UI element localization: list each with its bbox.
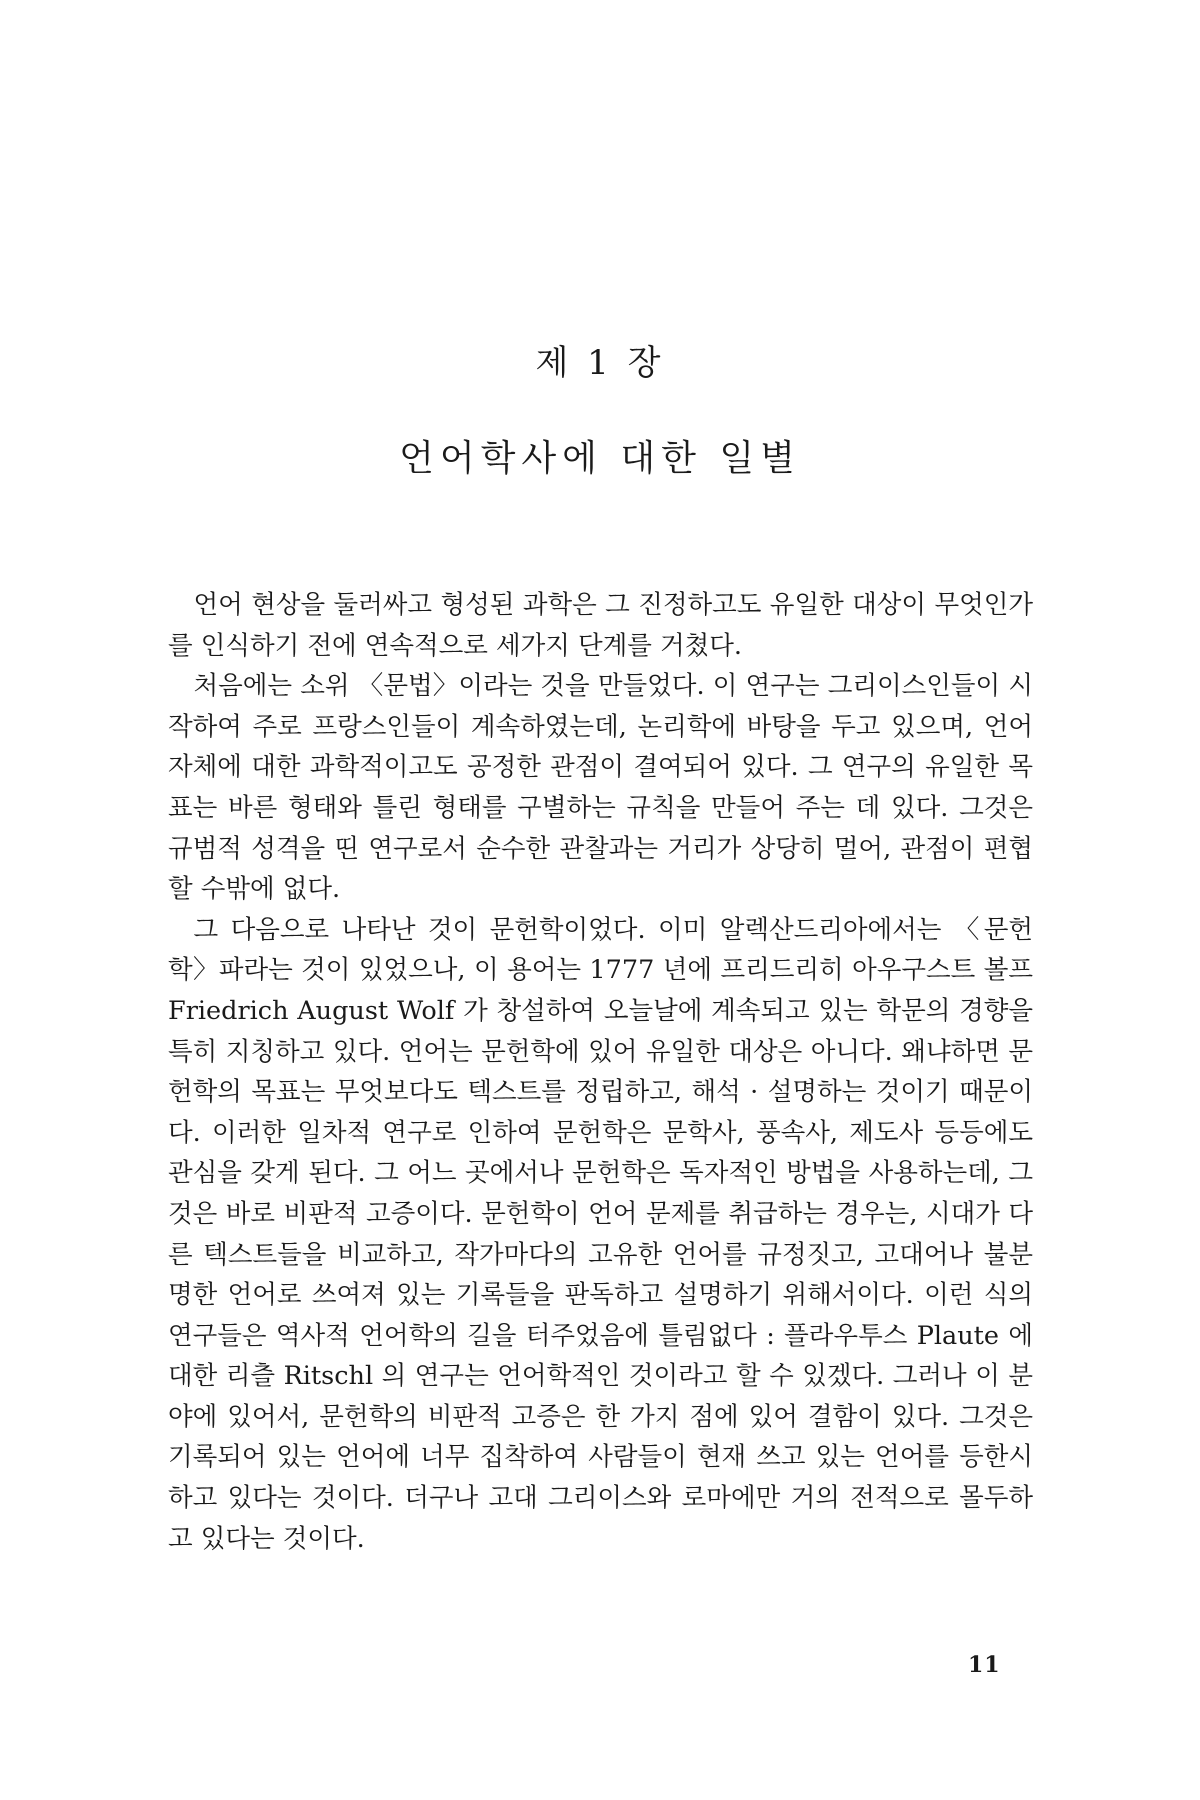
chapter-number: 제 1 장 bbox=[535, 343, 665, 383]
chapter-title: 언어학사에 대한 일별 bbox=[399, 438, 801, 479]
page-number: 11 bbox=[968, 1652, 1001, 1678]
body-text bbox=[168, 585, 1033, 1559]
paragraph-3: 그 다음으로 나타난 것이 문헌학이었다. 이미 알렉산드리아에서는 〈문헌학〉파라는 것이 있었으나, 이 용어는 1777 년에 프리드리히 아우구스트 볼프 Friedrich August Wolf 가 창설하여 오늘날에 계속되고 있는 학문의 경향을 특히 지칭하고 있다. 언어는 문헌학에 있어 유일한 대상은 아니다. 왜냐하면 문헌학의 목표는 무엇보다도 텍스트를 정립하고, 해석 · 설명하는 것이기 때문이다. 이러한 일차적 연구로 인하여 문헌학은 문학사, 풍속사, 제도사 등등에도 관심을 갖게 된다. 그 어느 곳에서나 문헌학은 독자적인 방법을 사용하는데, 그것은 바로 비판적 고증이다. 문헌학이 언어 문제를 취급하는 경우는, 시대가 다른 텍스트들을 비교하고, 작가마다의 고유한 언어를 규정짓고, 고대어나 불분명한 언어로 쓰여져 있는 기록들을 판독하고 설명하기 위해서이다. 이런 식의 연구들은 역사적 언어학의 길을 터주었음에 틀림없다 : 플라우투스 Plaute 에 대한 리츨 Ritschl 의 연구는 언어학적인 것이라고 할 수 있겠다. 그러나 이 분야에 있어서, 문헌학의 비판적 고증은 한 가지 점에 있어 결함이 있다. 그것은 기록되어 있는 언어에 너무 집착하여 사람들이 현재 쓰고 있는 언어를 등한시하고 있다는 것이다. 더구나 고대 그리이스와 로마에만 거의 전적으로 몰두하고 있다는 것이다. bbox=[168, 914, 1033, 1554]
paragraph-1: 언어 현상을 둘러싸고 형성된 과학은 그 진정하고도 유일한 대상이 무엇인가를 인식하기 전에 연속적으로 세가지 단계를 거쳤다. bbox=[168, 590, 1033, 661]
paragraph-2: 처음에는 소위 〈문법〉이라는 것을 만들었다. 이 연구는 그리이스인들이 시작하여 주로 프랑스인들이 계속하였는데, 논리학에 바탕을 두고 있으며, 언어 자체에 대한 과학적이고도 공정한 관점이 결여되어 있다. 그 연구의 유일한 목표는 바른 형태와 틀린 형태를 구별하는 규칙을 만들어 주는 데 있다. 그것은 규범적 성격을 띤 연구로서 순수한 관찰과는 거리가 상당히 멀어, 관점이 편협할 수밖에 없다. bbox=[168, 671, 1033, 905]
